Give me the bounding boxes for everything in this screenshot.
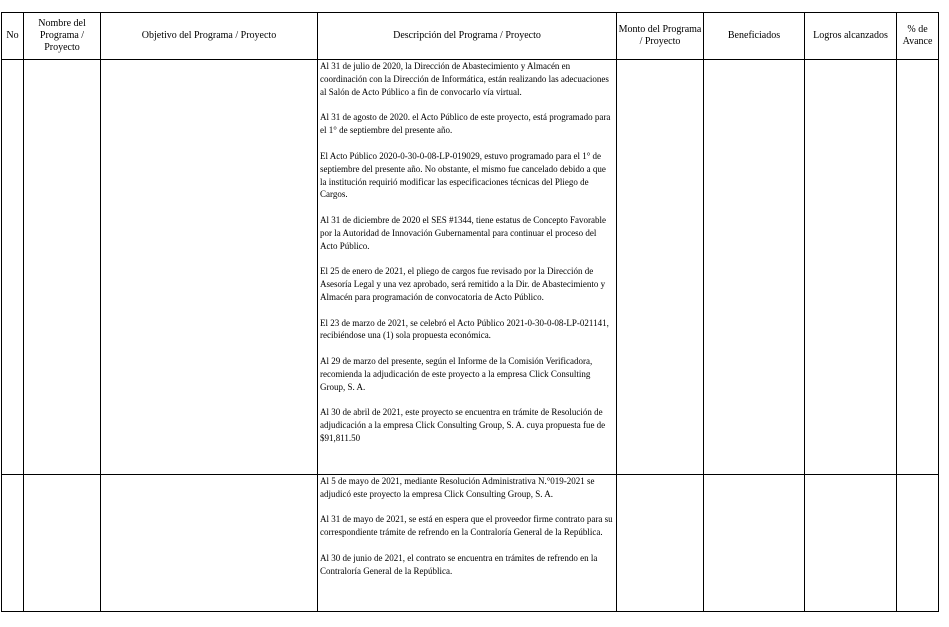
objective-cell [101,60,318,475]
table-row [2,475,939,612]
description-entry: Al 31 de diciembre de 2020 el SES #1344, tiene estatus de Concepto Favorable por la Autoridad de Innovación Gubernamental para continuar el proceso del Acto Público. [320,214,606,251]
description-entry: El 25 de enero de 2021, el pliego de cargos fue revisado por la Dirección de Asesoría Legal y una vez aprobado, será remitido a la Dir. de Abastecimiento y Almacén para programación de convocatoria de Acto Público. [320,266,606,303]
achievements-cell [805,60,897,475]
projects-table [1,12,939,612]
description-cell [318,60,617,475]
description-entry: Al 31 de julio de 2020, la Dirección de Abastecimiento y Almacén en coordinación con la Dirección de Informática, están realizando las adecuaciones al Salón de Acto Público a fin de convocarlo vía virtual. [320,61,609,97]
objective-cell [101,475,318,612]
header-achievements: Logros alcanzados [805,13,897,60]
description-entry: Al 29 de marzo del presente, según el Informe de la Comisión Verificadora, recomienda la adjudicación de este proyecto a la empresa Click Consulting Group, S. A. [320,355,593,392]
no-cell [2,475,24,612]
amount-cell [617,475,704,612]
program-name-cell [24,60,101,475]
program-name-cell [24,475,101,612]
header-beneficiaries: Beneficiados [704,13,805,60]
description-entry: Al 5 de mayo de 2021, mediante Resolución Administrativa N.°019-2021 se adjudicó este proyecto la empresa Click Consulting Group, S. A. [320,476,595,499]
no-cell [2,60,24,475]
description-entry: Al 30 de junio de 2021, el contrato se encuentra en trámites de refrendo en la Contraloría General de la República. [320,552,598,576]
description-entry: Al 31 de mayo de 2021, se está en espera que el proveedor firme contrato para su correspondiente trámite de refrendo en la Contraloría General de la República. [320,514,613,538]
progress-cell [897,60,939,475]
achievements-cell [805,475,897,612]
header-program-name: Nombre del Programa / Proyecto [24,13,101,60]
description-entry: El Acto Público 2020-0-30-0-08-LP-019029, estuvo programado para el 1° de septiembre del presente año. No obstante, el mismo fue cancelado debido a que la institución requirió modificar las especificaciones técnicas del Pliego de Cargos. [320,150,606,200]
description-entry: Al 31 de agosto de 2020. el Acto Público de este proyecto, está programado para el 1° de septiembre del presente año. [320,112,611,136]
description-cell [318,475,617,612]
beneficiaries-cell [704,475,805,612]
amount-cell [617,60,704,475]
header-row [2,13,939,60]
description-entry: Al 30 de abril de 2021, este proyecto se encuentra en trámite de Resolución de adjudicación a la empresa Click Consulting Group, S. A. cuya propuesta fue de $91,811.50 [320,407,606,444]
header-objective: Objetivo del Programa / Proyecto [101,13,318,60]
header-progress: % de Avance [897,13,939,60]
beneficiaries-cell [704,60,805,475]
table-row [2,60,939,475]
progress-cell [897,475,939,612]
header-no: No [2,13,24,60]
header-amount: Monto del Programa / Proyecto [617,13,704,60]
description-entry: El 23 de marzo de 2021, se celebró el Acto Público 2021-0-30-0-08-LP-021141, recibiéndose una (1) sola propuesta económica. [320,317,609,341]
header-description: Descripción del Programa / Proyecto [318,13,617,60]
